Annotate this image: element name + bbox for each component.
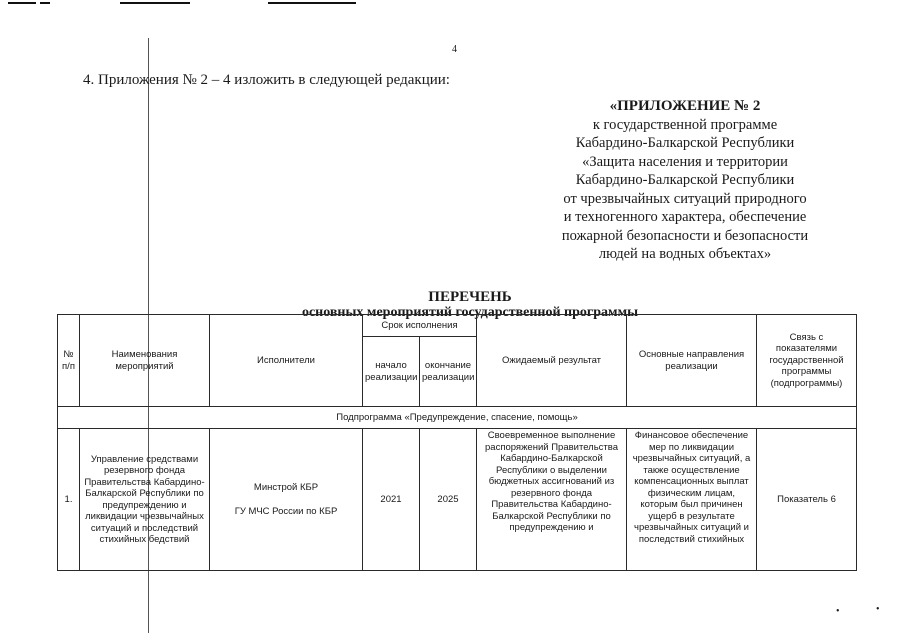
header-link: Связь с показателями государственной программы (подпрограммы) bbox=[757, 315, 857, 407]
list-subtitle: основных мероприятий государственной программы bbox=[301, 305, 639, 320]
intro-text: 4. Приложения № 2 – 4 изложить в следующей редакции: bbox=[83, 72, 450, 88]
subprogram-title: Подпрограмма «Предупреждение, спасение, помощь» bbox=[58, 407, 857, 429]
table-row bbox=[58, 429, 857, 571]
appendix-line: от чрезвычайных ситуаций природного bbox=[563, 190, 807, 207]
scan-dot: • bbox=[836, 606, 840, 617]
row-name: Управление средствами резервного фонда Правительства Кабардино-Балкарской Республики по предупреждению и ликвидации чрезвычайных ситуаций и последствий стихийных бедствий bbox=[80, 429, 210, 571]
row-start: 2021 bbox=[363, 429, 420, 571]
header-num: № п/п bbox=[58, 315, 80, 407]
appendix-block bbox=[540, 97, 830, 264]
row-directions: Финансовое обеспечение мер по ликвидации чрезвычайных ситуаций, а также осуществление компенсационных выплат физическим лицам, которым был причинен ущерб в результате чрезвычайных ситуаций и последствий стихийных bbox=[627, 429, 757, 571]
header-name: Наименования мероприятий bbox=[80, 315, 210, 407]
appendix-heading: «ПРИЛОЖЕНИЕ № 2 bbox=[609, 98, 761, 114]
subprogram-row bbox=[58, 407, 857, 429]
appendix-line: Кабардино-Балкарской Республики bbox=[575, 172, 795, 188]
row-executor-1: Минстрой КБР bbox=[253, 482, 319, 493]
header-end: окончание реализации bbox=[420, 337, 477, 407]
scan-artifact-top-left bbox=[8, 2, 36, 4]
appendix-line: «Защита населения и территории bbox=[582, 153, 788, 170]
appendix-line: людей на водных объектах» bbox=[598, 246, 772, 262]
row-executors bbox=[210, 429, 363, 571]
appendix-line: Кабардино-Балкарской Республики bbox=[575, 135, 795, 151]
scan-dot: • bbox=[876, 604, 880, 615]
row-executor-2: ГУ МЧС России по КБР bbox=[234, 505, 338, 517]
header-start: начало реализации bbox=[363, 337, 420, 407]
measures-table bbox=[57, 314, 857, 571]
header-executors: Исполнители bbox=[210, 315, 363, 407]
row-result: Своевременное выполнение распоряжений Правительства Кабардино-Балкарской Республики о выделении бюджетных ассигнований из резервного фонда Правительства Кабардино-Балкарской Республики по предупреждению и bbox=[477, 429, 627, 571]
appendix-line: к государственной программе bbox=[592, 116, 778, 133]
list-title: ПЕРЕЧЕНЬ bbox=[428, 289, 512, 305]
appendix-line: и техногенного характера, обеспечение bbox=[563, 209, 807, 225]
row-link: Показатель 6 bbox=[757, 429, 857, 571]
row-num: 1. bbox=[58, 429, 80, 571]
page-number: 4 bbox=[452, 44, 457, 55]
scan-artifact-top-middle bbox=[120, 2, 190, 4]
header-directions: Основные направления реализации bbox=[627, 315, 757, 407]
appendix-line: пожарной безопасности и безопасности bbox=[561, 227, 809, 244]
header-row bbox=[58, 315, 857, 337]
header-result: Ожидаемый результат bbox=[477, 315, 627, 407]
header-period: Срок исполнения bbox=[363, 315, 477, 337]
scan-artifact-top-right bbox=[268, 2, 356, 4]
scan-artifact-top-left-2 bbox=[40, 2, 50, 4]
row-end: 2025 bbox=[420, 429, 477, 571]
